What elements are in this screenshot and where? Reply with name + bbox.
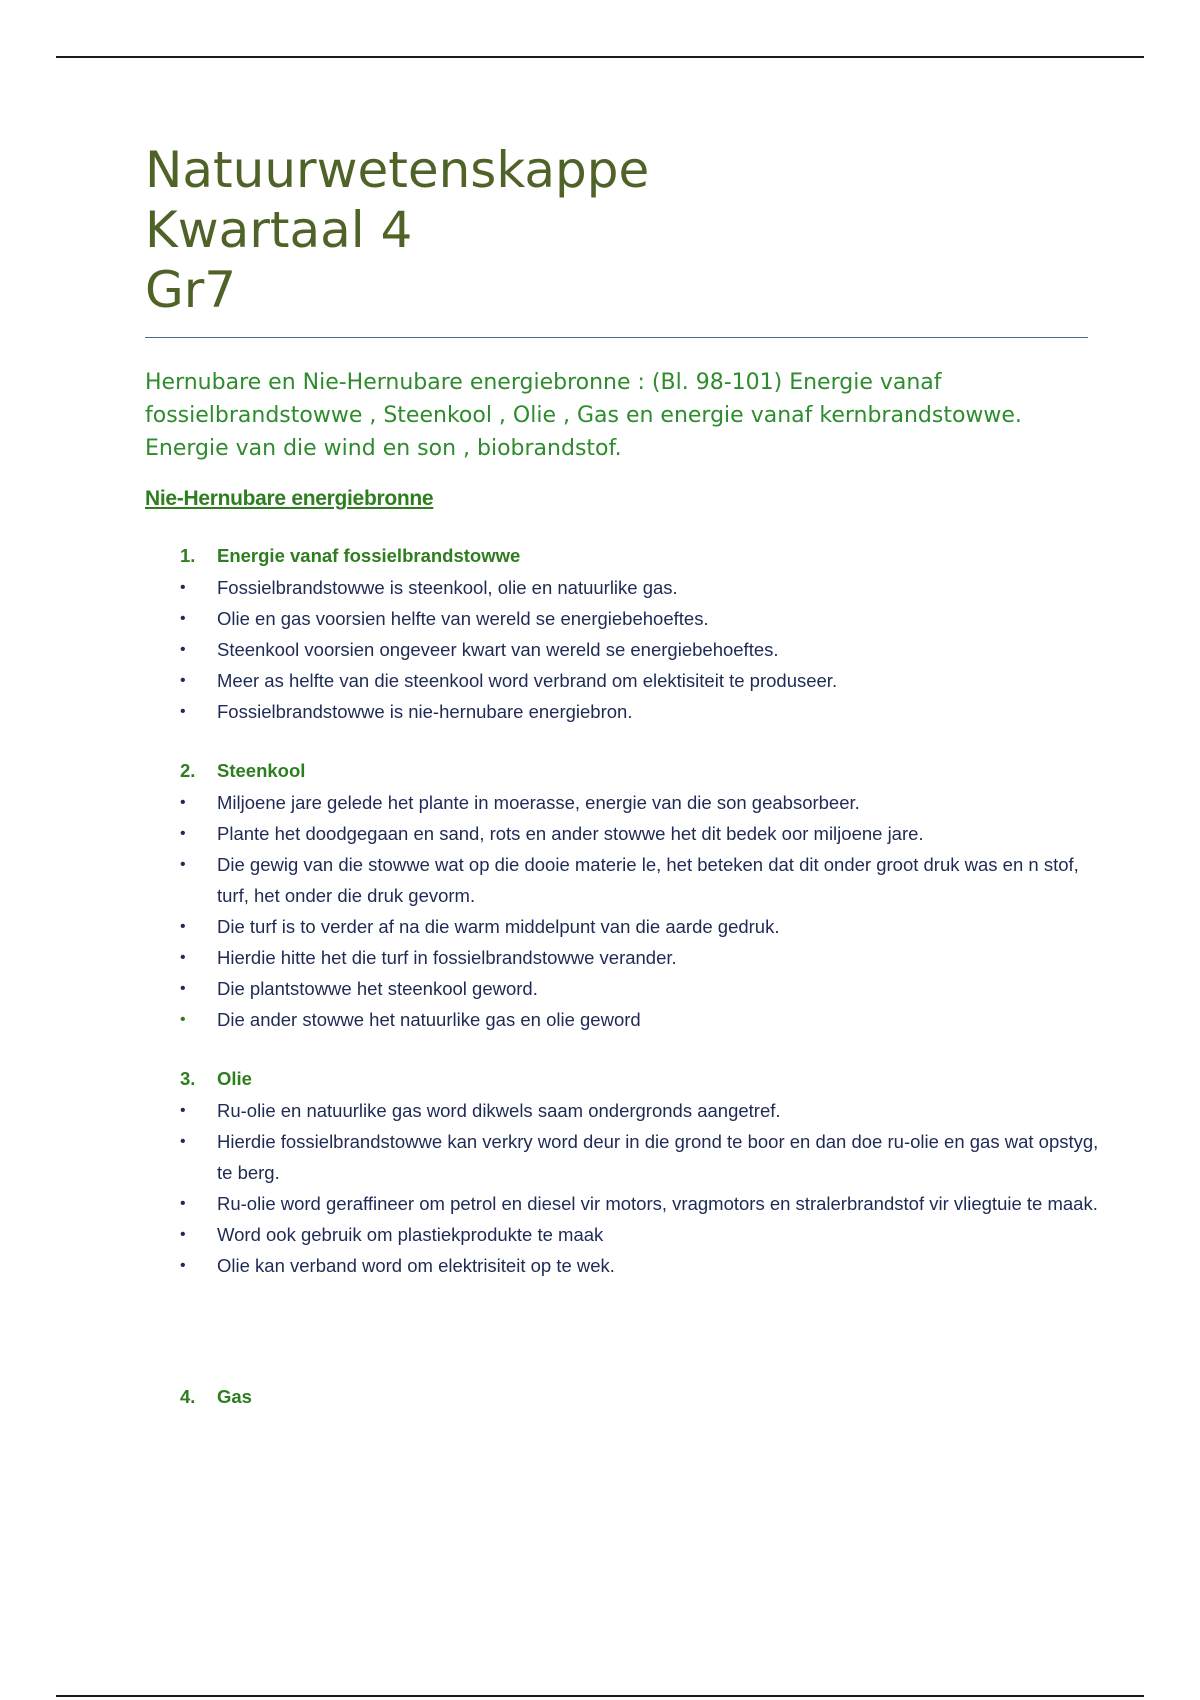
bullet-list xyxy=(180,1095,1100,1281)
list-item-text: Olie kan verband word om elektrisiteit op te wek. xyxy=(217,1255,615,1276)
list-item xyxy=(180,849,1100,911)
list-item xyxy=(180,1250,1100,1281)
bullet-icon: • xyxy=(180,703,186,720)
topic-heading xyxy=(180,755,1100,787)
title-divider xyxy=(145,337,1088,338)
list-item xyxy=(180,665,1100,696)
topic-heading xyxy=(180,1063,1100,1095)
topic-group-2 xyxy=(180,755,1100,1035)
topic-number: 3. xyxy=(180,1068,196,1089)
document-body xyxy=(180,540,1100,1441)
list-item-text: Steenkool voorsien ongeveer kwart van wereld se energiebehoeftes. xyxy=(217,639,779,660)
bullet-icon: • xyxy=(180,1257,186,1274)
list-item xyxy=(180,942,1100,973)
title-line-1: Natuurwetenskappe xyxy=(145,141,650,199)
list-item-text: Die plantstowwe het steenkool geword. xyxy=(217,978,538,999)
list-item xyxy=(180,696,1100,727)
list-item xyxy=(180,1004,1100,1035)
bullet-icon: • xyxy=(180,918,186,935)
list-item-text: Ru-olie en natuurlike gas word dikwels saam ondergronds aangetref. xyxy=(217,1100,781,1121)
topic-group-4 xyxy=(180,1381,1100,1413)
section-heading: Nie-Hernubare energiebronne xyxy=(145,487,434,510)
bullet-icon: • xyxy=(180,1226,186,1243)
list-item-text: Fossielbrandstowwe is nie-hernubare energiebron. xyxy=(217,701,633,722)
bullet-list xyxy=(180,787,1100,1035)
top-rule xyxy=(56,56,1144,58)
topic-title: Gas xyxy=(217,1386,252,1407)
list-item xyxy=(180,603,1100,634)
topic-heading xyxy=(180,540,1100,572)
bullet-icon: • xyxy=(180,1133,186,1150)
bullet-icon: • xyxy=(180,1195,186,1212)
list-item xyxy=(180,973,1100,1004)
bullet-icon: • xyxy=(180,641,186,658)
list-item-text: Die turf is to verder af na die warm middelpunt van die aarde gedruk. xyxy=(217,916,780,937)
topic-group-1 xyxy=(180,540,1100,727)
list-item-text: Miljoene jare gelede het plante in moerasse, energie van die son geabsorbeer. xyxy=(217,792,860,813)
list-item-text: Olie en gas voorsien helfte van wereld se energiebehoeftes. xyxy=(217,608,709,629)
list-item xyxy=(180,572,1100,603)
topic-title: Steenkool xyxy=(217,760,306,781)
list-item xyxy=(180,818,1100,849)
topic-heading xyxy=(180,1381,1100,1413)
list-item xyxy=(180,911,1100,942)
document-subtitle: Hernubare en Nie-Hernubare energiebronne : (Bl. 98-101) Energie vanaf fossielbrandstowwe , Steenkool , Olie , Gas en energie vanaf kernbrandstowwe. Energie van die wind en son , biobrandstof. xyxy=(145,370,1022,461)
bullet-icon: • xyxy=(180,610,186,627)
topic-title: Energie vanaf fossielbrandstowwe xyxy=(217,545,521,566)
title-line-2: Kwartaal 4 xyxy=(145,201,413,259)
list-item xyxy=(180,787,1100,818)
topic-number: 4. xyxy=(180,1386,196,1407)
topic-title: Olie xyxy=(217,1068,252,1089)
list-item xyxy=(180,634,1100,665)
list-item-text: Die ander stowwe het natuurlike gas en olie geword xyxy=(217,1009,641,1030)
list-item-text: Hierdie hitte het die turf in fossielbrandstowwe verander. xyxy=(217,947,677,968)
bullet-icon: • xyxy=(180,579,186,596)
list-item-text: Fossielbrandstowwe is steenkool, olie en natuurlike gas. xyxy=(217,577,678,598)
list-item-text: Ru-olie word geraffineer om petrol en diesel vir motors, vragmotors en stralerbrandstof vir vliegtuie te maak. xyxy=(217,1193,1098,1214)
list-item xyxy=(180,1126,1100,1188)
bullet-list xyxy=(180,572,1100,727)
topic-number: 1. xyxy=(180,545,196,566)
bullet-icon: • xyxy=(180,980,186,997)
bullet-icon: • xyxy=(180,672,186,689)
bottom-rule xyxy=(56,1695,1144,1697)
topic-group-3 xyxy=(180,1063,1100,1281)
list-item-text: Meer as helfte van die steenkool word verbrand om elektisiteit te produseer. xyxy=(217,670,838,691)
list-item-text: Hierdie fossielbrandstowwe kan verkry word deur in die grond te boor en dan doe ru-olie en gas wat opstyg, te berg. xyxy=(217,1131,1099,1183)
bullet-icon: • xyxy=(180,1011,186,1028)
bullet-icon: • xyxy=(180,794,186,811)
list-item-text: Word ook gebruik om plastiekprodukte te maak xyxy=(217,1224,604,1245)
bullet-icon: • xyxy=(180,825,186,842)
topic-number: 2. xyxy=(180,760,196,781)
title-line-3: Gr7 xyxy=(145,261,237,319)
document-title xyxy=(145,140,1090,320)
list-item xyxy=(180,1095,1100,1126)
list-item xyxy=(180,1219,1100,1250)
bullet-icon: • xyxy=(180,1102,186,1119)
bullet-icon: • xyxy=(180,856,186,873)
list-item xyxy=(180,1188,1100,1219)
list-item-text: Plante het doodgegaan en sand, rots en ander stowwe het dit bedek oor miljoene jare. xyxy=(217,823,924,844)
list-item-text: Die gewig van die stowwe wat op die dooie materie le, het beteken dat dit onder groot druk was en n stof, turf, het onder die druk gevorm. xyxy=(217,854,1079,906)
bullet-icon: • xyxy=(180,949,186,966)
